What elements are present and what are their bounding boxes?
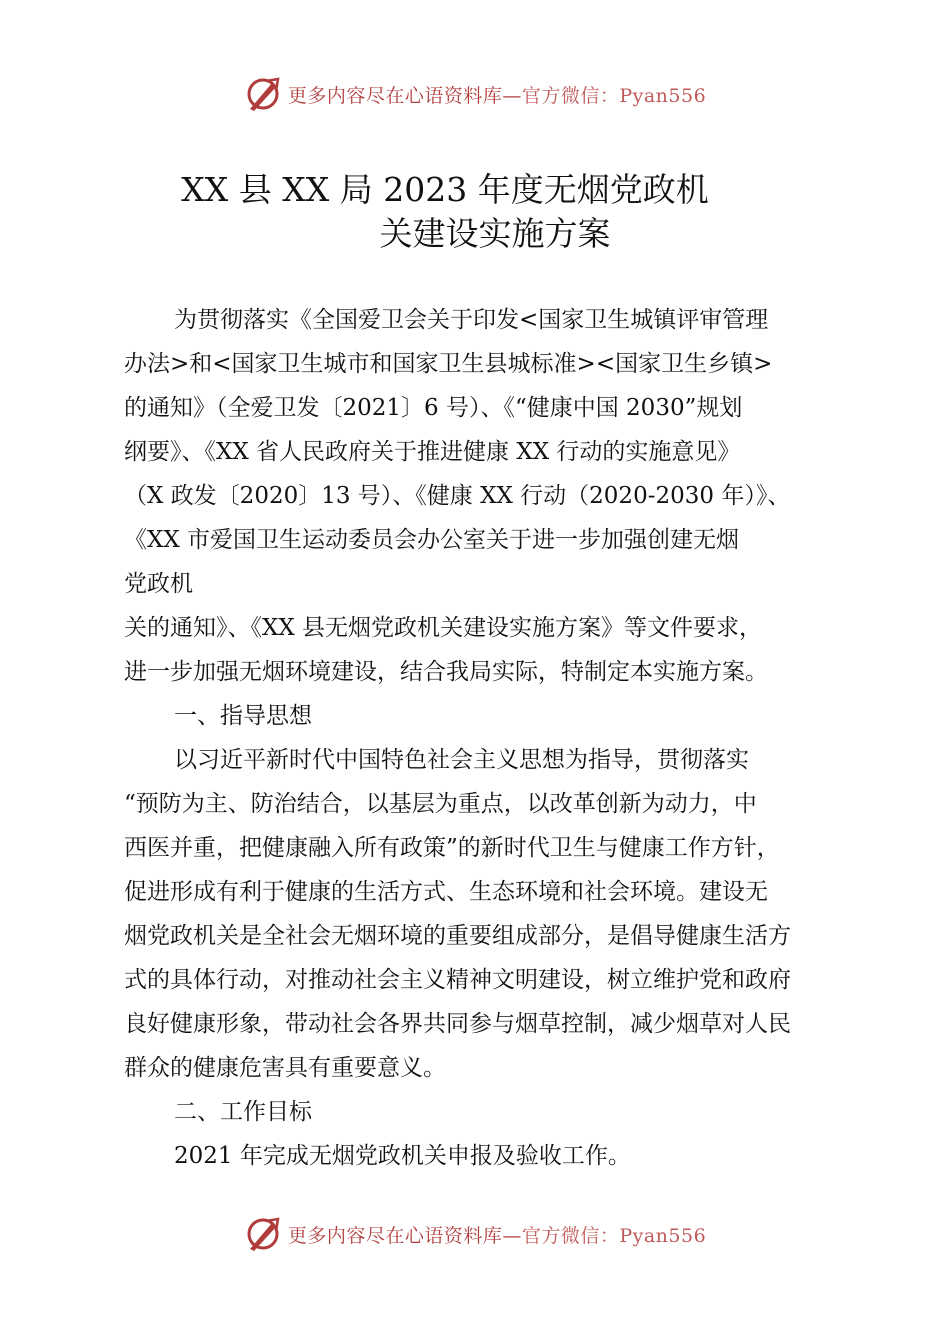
body-line: 的通知》（全爱卫发〔2021〕6 号）、《“健康中国 2030”规划 [124, 395, 743, 421]
title-line-2: 关建设实施方案 [379, 214, 611, 253]
body-line: “预防为主、防治结合，以基层为重点，以改革创新为动力，中 [124, 791, 757, 817]
body-line: 关的通知》、《XX 县无烟党政机关建设实施方案》等文件要求， [124, 615, 763, 641]
body-line: 烟党政机关是全社会无烟环境的重要组成部分，是倡导健康生活方 [124, 923, 791, 949]
document-body [124, 298, 834, 1178]
watermark-wechat: 官方微信：Pyan556 [521, 1224, 707, 1247]
section-heading-work-goal: 二、工作目标 [174, 1099, 312, 1125]
body-line: 党政机 [124, 571, 193, 597]
body-line: 良好健康形象，带动社会各界共同参与烟草控制，减少烟草对人民 [124, 1011, 791, 1037]
body-line: 西医并重，把健康融入所有政策”的新时代卫生与健康工作方针， [124, 835, 780, 861]
watermark-banner-bottom [0, 1212, 950, 1256]
watermark-text: 更多内容尽在心语资料库— [287, 1224, 522, 1247]
pen-logo-icon [244, 1215, 282, 1253]
body-line: 《XX 市爱国卫生运动委员会办公室关于进一步加强创建无烟 [124, 527, 740, 553]
body-line: 2021 年完成无烟党政机关申报及验收工作。 [174, 1143, 631, 1169]
document-title [0, 168, 950, 256]
body-line: 进一步加强无烟环境建设，结合我局实际，特制定本实施方案。 [124, 659, 768, 685]
body-line: 以习近平新时代中国特色社会主义思想为指导，贯彻落实 [174, 747, 749, 773]
body-line: 办法>和<国家卫生城市和国家卫生县城标准><国家卫生乡镇> [124, 351, 773, 377]
body-line: 式的具体行动，对推动社会主义精神文明建设，树立维护党和政府 [124, 967, 791, 993]
watermark-wechat: 官方微信：Pyan556 [521, 84, 707, 107]
watermark-banner-top [0, 72, 950, 116]
title-line-1: XX 县 XX 局 2023 年度无烟党政机 [181, 170, 709, 209]
section-heading-guiding-thought: 一、指导思想 [174, 703, 312, 729]
body-line: 为贯彻落实《全国爱卫会关于印发<国家卫生城镇评审管理 [174, 307, 769, 333]
body-line: 纲要》、《XX 省人民政府关于推进健康 XX 行动的实施意见》 [124, 439, 741, 465]
body-line: 群众的健康危害具有重要意义。 [124, 1055, 446, 1081]
body-line: 促进形成有利于健康的生活方式、生态环境和社会环境。建设无 [124, 879, 768, 905]
body-line: （X 政发〔2020〕13 号）、《健康 XX 行动（2020-2030 年）》、 [124, 483, 791, 509]
pen-logo-icon [244, 75, 282, 113]
watermark-text: 更多内容尽在心语资料库— [287, 84, 522, 107]
